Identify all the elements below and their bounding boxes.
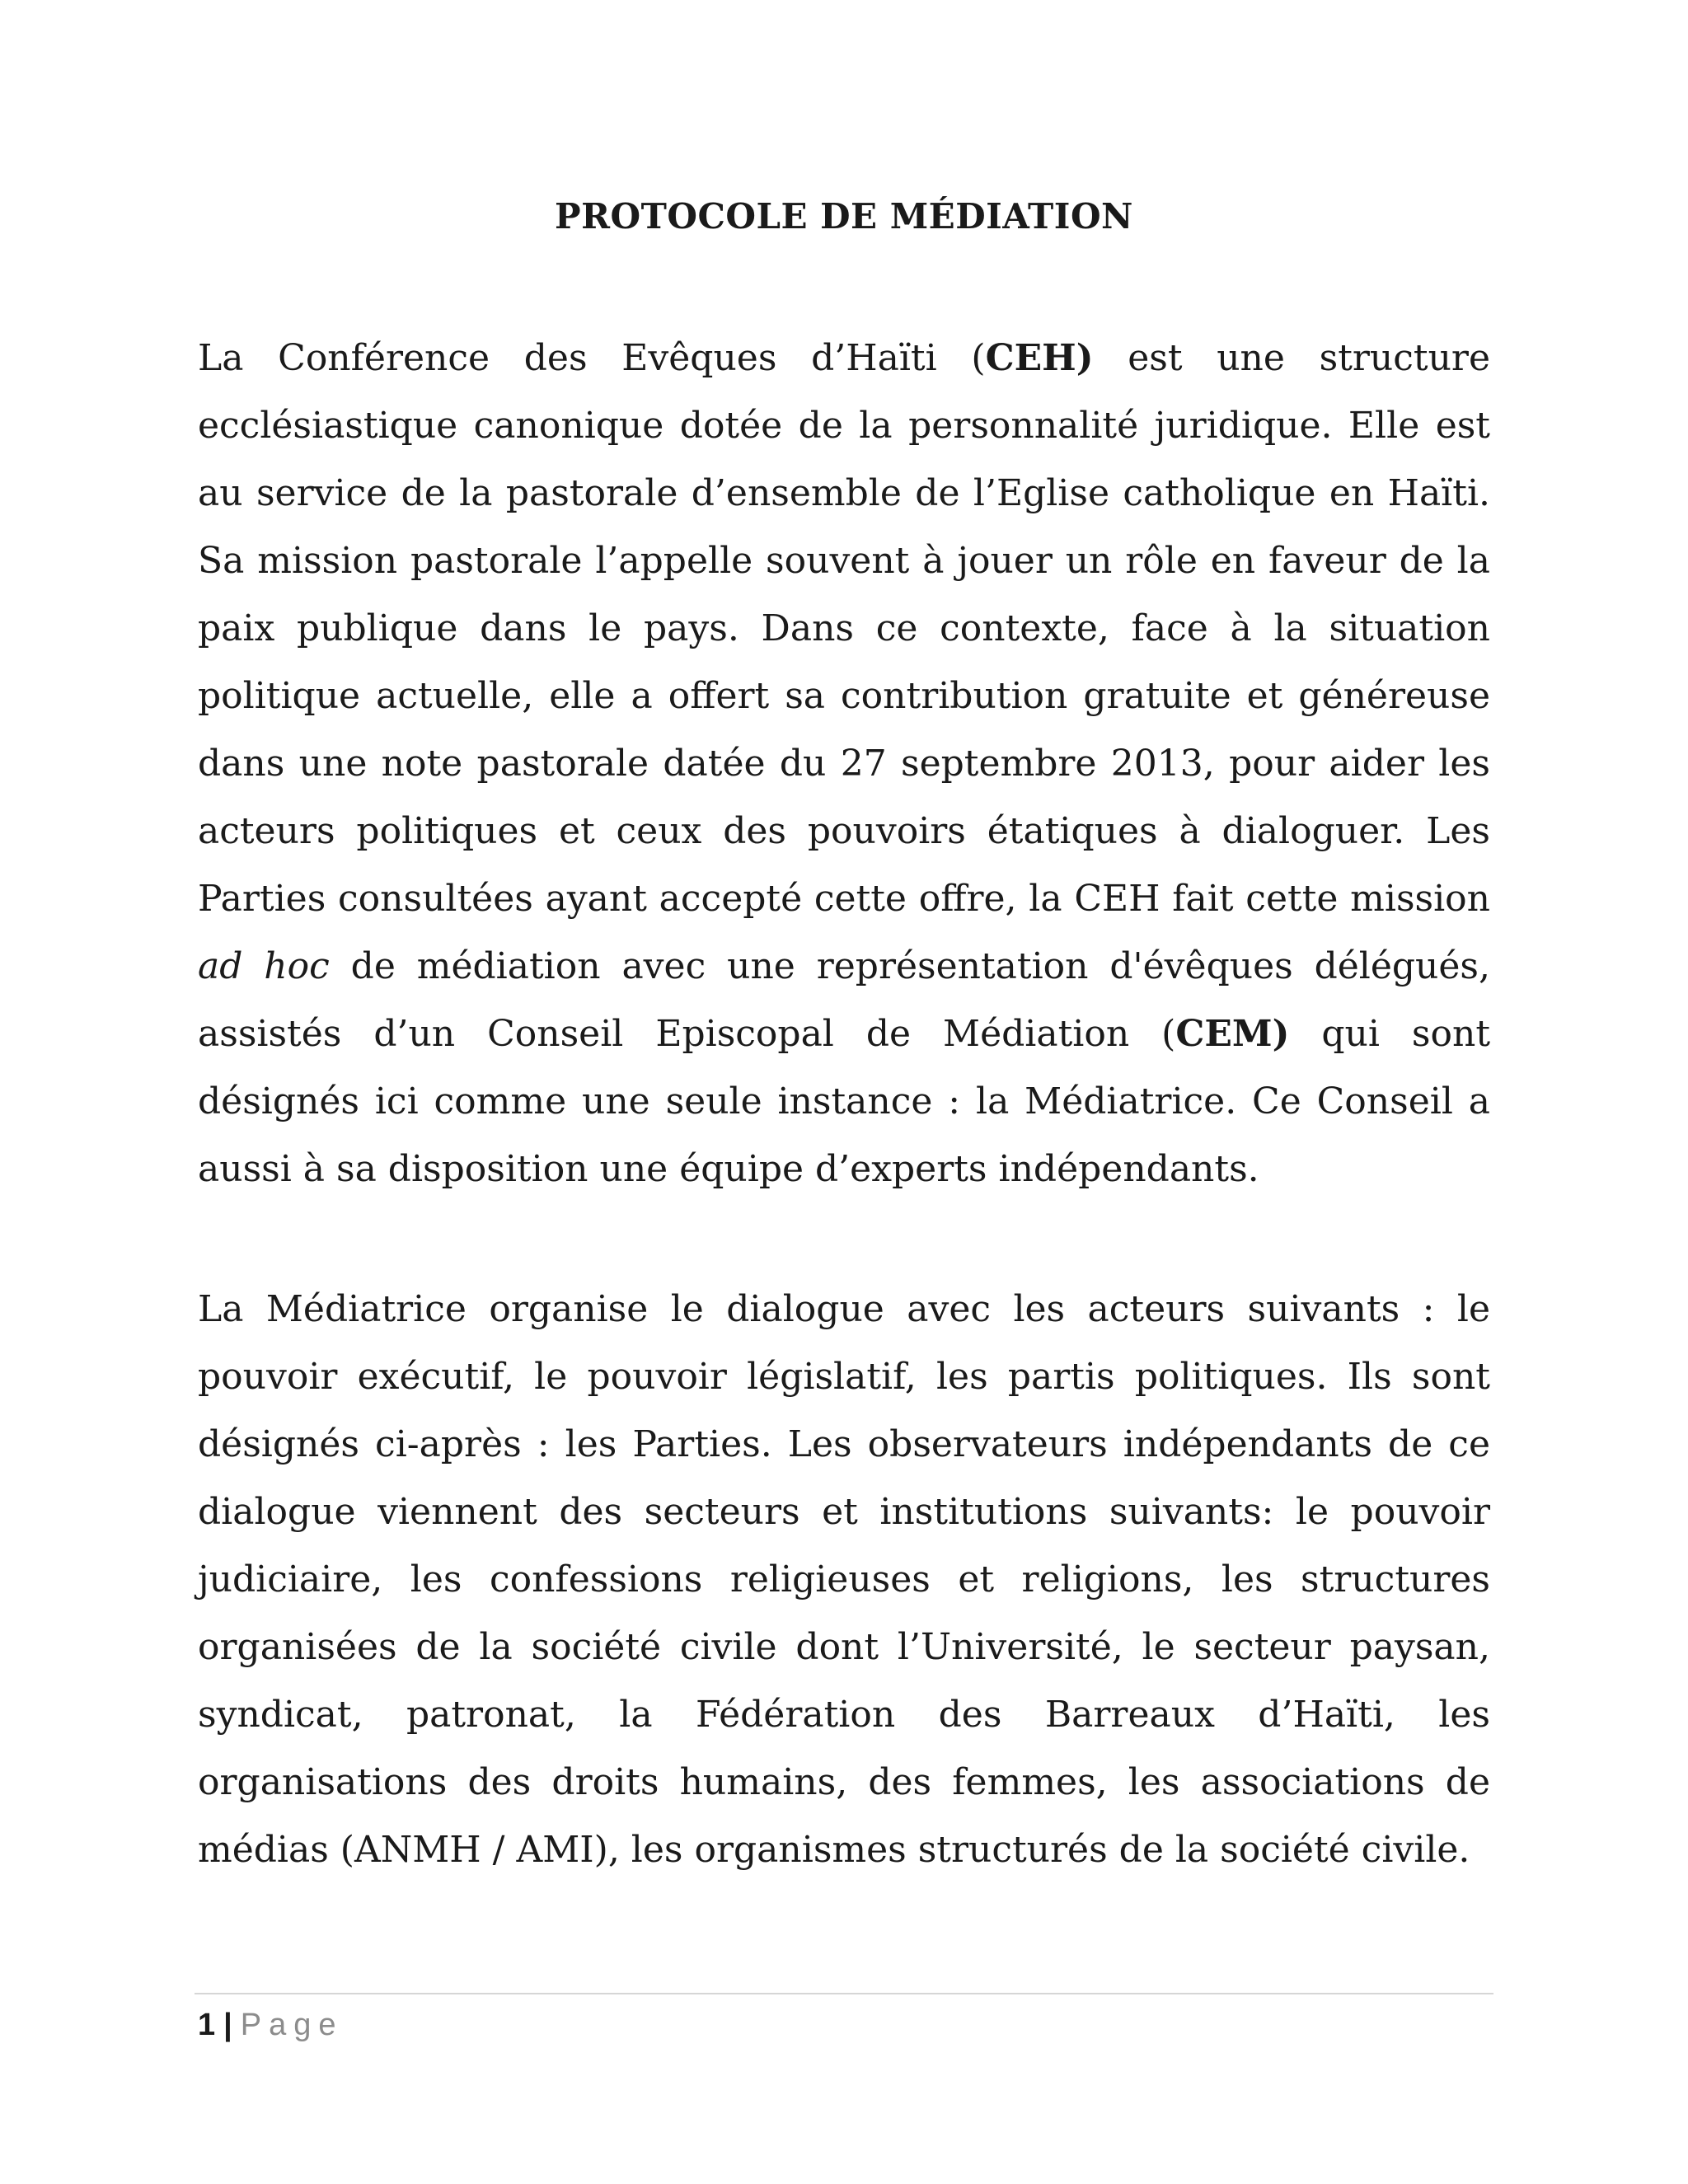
p1-text-4: qui sont désignés ici comme une seule instance : la Médiatrice. Ce Conseil a aussi à sa disposition une équipe d’experts indépendants.: [198, 1013, 1491, 1190]
page-label: Page: [240, 2008, 344, 2042]
ceh-acronym: CEH): [985, 337, 1094, 379]
document-title: PROTOCOLE DE MÉDIATION: [555, 196, 1133, 237]
paragraph-ceh-intro: [198, 325, 1490, 1203]
page-footer: [198, 2004, 344, 2046]
p1-text-1: La Conférence des Evêques d’Haïti (: [198, 337, 986, 379]
ad-hoc-term: ad hoc: [198, 945, 330, 987]
p1-text-3: de médiation avec une représentation d'évêques délégués, assistés d’un Conseil Episcopal de Médiation (: [198, 945, 1491, 1055]
paragraph-mediatrice-dialogue: La Médiatrice organise le dialogue avec les acteurs suivants : le pouvoir exécutif, le pouvoir législatif, les partis politiques. Ils sont désignés ci-après : les Parties. Les observateurs indépendants de ce dialogue viennent des secteurs et institutions suivants: le pouvoir judiciaire, les confessions religieuses et religions, les structures organisées de la société civile dont l’Université, le secteur paysan, syndicat, patronat, la Fédération des Barreaux d’Haïti, les organisations des droits humains, des femmes, les associations de médias (ANMH / AMI), les organismes structurés de la société civile.: [198, 1288, 1490, 1871]
footer-divider: [195, 1993, 1493, 1994]
cem-acronym: CEM): [1175, 1013, 1290, 1055]
p1-text-2: est une structure ecclésiastique canonique dotée de la personnalité juridique. Elle est au service de la pastorale d’ensemble de l’Eglise catholique en Haïti. Sa mission pastorale l’appelle souvent à jouer un rôle en faveur de la paix publique dans le pays. Dans ce contexte, face à la situation politique actuelle, elle a offert sa contribution gratuite et généreuse dans une note pastorale datée du 27 septembre 2013, pour aider les acteurs politiques et ceux des pouvoirs étatiques à dialoguer. Les Parties consultées ayant accepté cette offre, la CEH fait cette mission: [198, 337, 1491, 920]
page-number: 1: [198, 2008, 216, 2042]
footer-separator: |: [223, 2008, 232, 2042]
